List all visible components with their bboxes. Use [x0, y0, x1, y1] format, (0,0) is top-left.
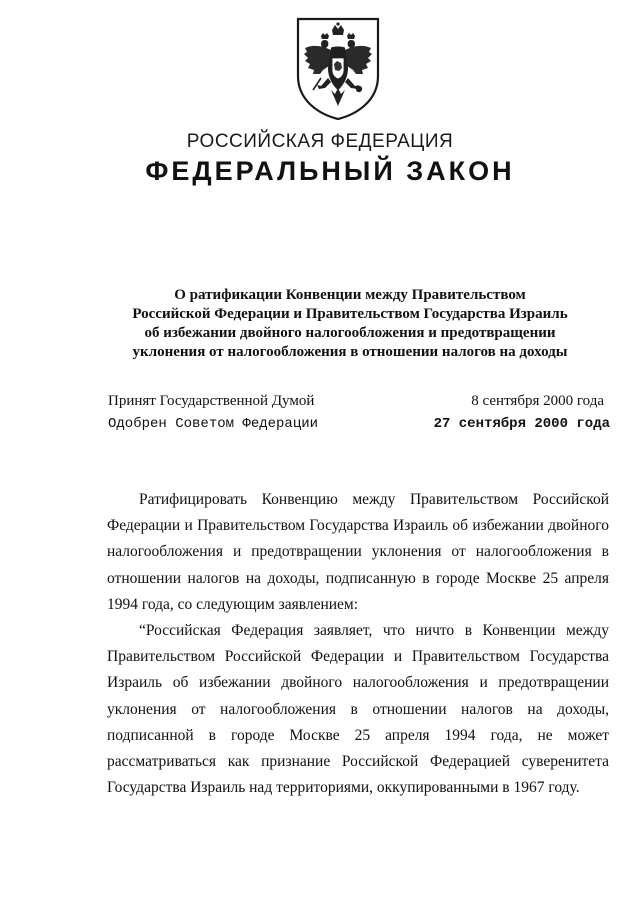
- country-name: РОССИЙСКАЯ ФЕДЕРАЦИЯ: [186, 131, 454, 152]
- council-approval-row: [108, 416, 610, 436]
- law-title: [120, 286, 580, 362]
- law-title-line: Российской Федерации и Правительством Государства Израиль: [132, 306, 568, 322]
- law-body: [107, 487, 609, 801]
- law-title-line: О ратификации Конвенции между Правительством: [174, 287, 526, 303]
- body-paragraph-statement: “Российская Федерация заявляет, что ничто в Конвенции между Правительством Российской Федерации и Правительством Государства Израиль об избежании двойного налогообложения и предотвращении уклонения от налогообложения в отношении налогов на доходы, подписанной в городе Москве 25 апреля 1994 года, не может рассматриваться как признание Российской Федерацией суверенитета Государства Израиль над территориями, оккупированными в 1967 году.: [107, 622, 609, 797]
- duma-adoption-date: 8 сентября 2000 года: [471, 393, 604, 409]
- state-emblem-icon: [295, 16, 381, 122]
- body-paragraph-ratification: Ратифицировать Конвенцию между Правительством Российской Федерации и Правительством Государства Израиль об избежании двойного налогообложения и предотвращении уклонения от налогообложения в отношении налогов на доходы, подписанную в городе Москве 25 апреля 1994 года, со следующим заявлением:: [107, 491, 609, 613]
- law-title-line: об избежании двойного налогообложения и предотвращении: [144, 325, 556, 341]
- document-type: ФЕДЕРАЛЬНЫЙ ЗАКОН: [145, 156, 515, 186]
- duma-adoption-row: [108, 393, 610, 413]
- council-approval-label: Одобрен Советом Федерации: [108, 416, 319, 432]
- duma-adoption-label: Принят Государственной Думой: [108, 393, 315, 409]
- council-approval-date: 27 сентября 2000 года: [433, 416, 610, 432]
- law-title-line: уклонения от налогообложения в отношении налогов на доходы: [132, 344, 568, 360]
